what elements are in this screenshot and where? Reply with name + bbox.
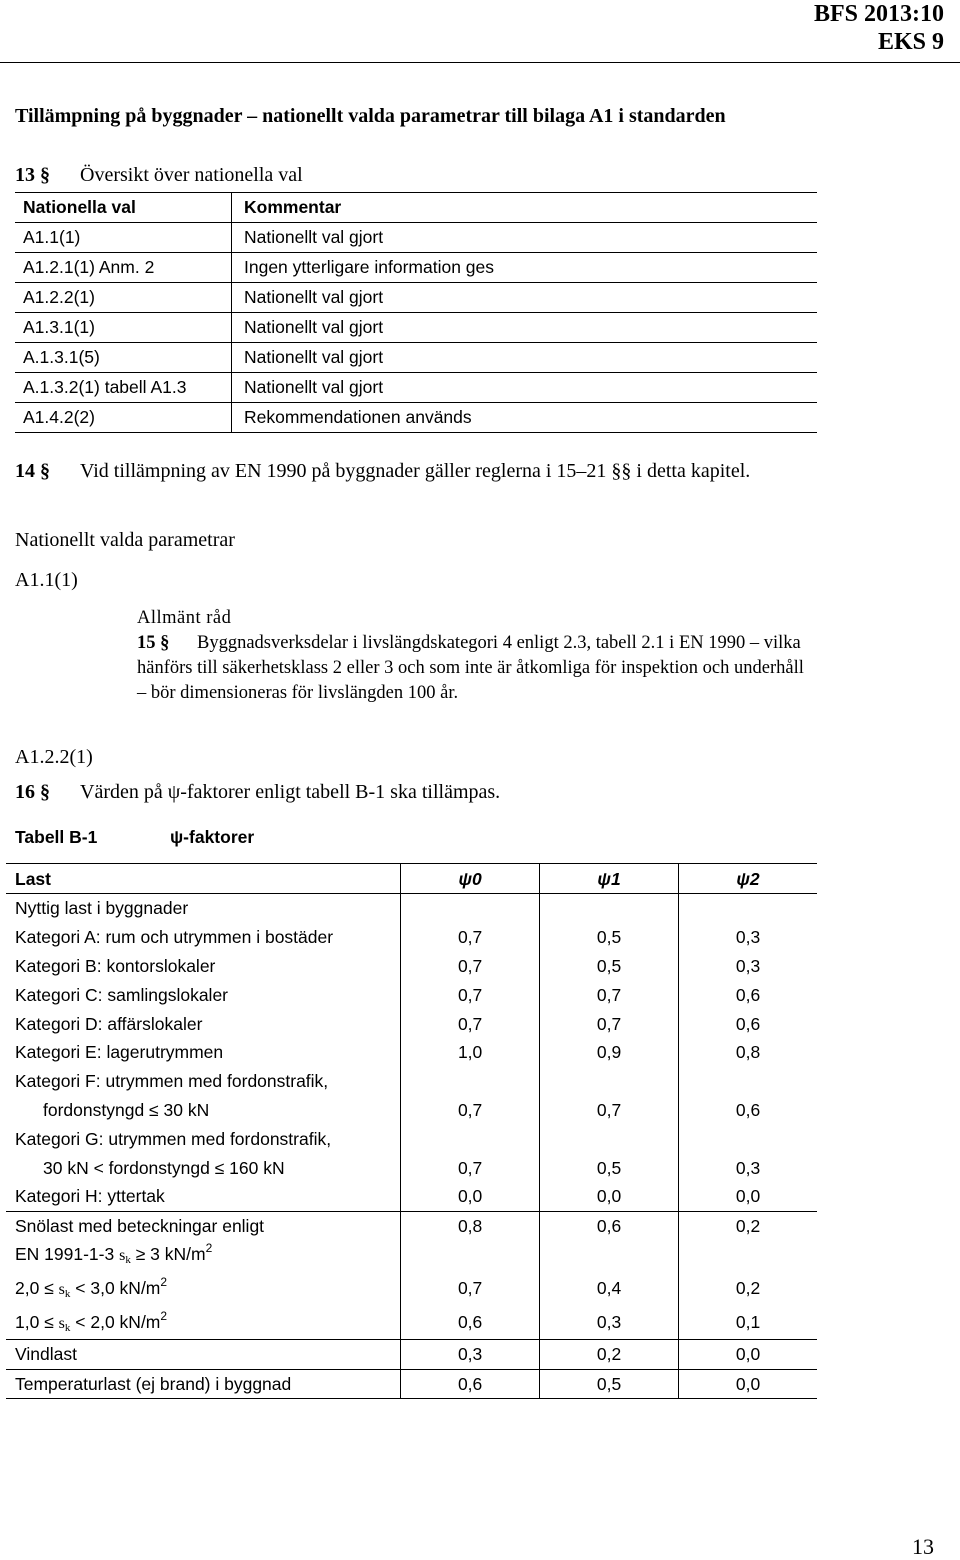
overview-table bbox=[15, 192, 817, 433]
load-label: Vindlast bbox=[6, 1339, 401, 1369]
paragraph-number: 16 § bbox=[15, 781, 50, 803]
psi0-value: 0,7 bbox=[401, 952, 540, 981]
psi2-value: 0,6 bbox=[735, 1013, 761, 1034]
header-doc-series: EKS 9 bbox=[877, 29, 944, 55]
overview-cell-comment: Nationellt val gjort bbox=[232, 373, 818, 403]
psi2-value: 0,0 bbox=[735, 1186, 761, 1207]
table-row bbox=[6, 1096, 817, 1125]
overview-cell-ref: A.1.3.2(1) tabell A1.3 bbox=[15, 373, 232, 403]
overview-cell-ref: A1.3.1(1) bbox=[15, 313, 232, 343]
load-label: Kategori F: utrymmen med fordonstrafik, bbox=[6, 1067, 401, 1096]
paragraph-14 bbox=[15, 458, 775, 484]
paragraph-number: 14 § bbox=[15, 460, 50, 482]
psi2-value: 0,2 bbox=[679, 1211, 817, 1271]
psi1-value: 0,5 bbox=[540, 952, 679, 981]
psi0-value: 0,7 bbox=[401, 1009, 540, 1038]
psi0-value: 0,0 bbox=[401, 1182, 540, 1211]
psi2-value bbox=[679, 894, 817, 923]
overview-cell-ref: A1.4.2(2) bbox=[15, 403, 232, 433]
psi1-value: 0,5 bbox=[540, 1369, 679, 1399]
overview-cell-ref: A1.1(1) bbox=[15, 223, 232, 253]
table-row bbox=[6, 1038, 817, 1067]
document-header bbox=[814, 0, 944, 56]
overview-cell-ref: A.1.3.1(5) bbox=[15, 343, 232, 373]
load-label: Kategori D: affärslokaler bbox=[6, 1009, 401, 1038]
paragraph-number: 15 § bbox=[137, 633, 170, 653]
overview-cell-comment: Ingen ytterligare information ges bbox=[232, 253, 818, 283]
table-row bbox=[6, 1305, 817, 1340]
paragraph-16 bbox=[15, 779, 500, 805]
paragraph-text: Översikt över nationella val bbox=[80, 164, 303, 186]
psi1-value: 0,5 bbox=[540, 923, 679, 952]
overview-header-comment: Kommentar bbox=[232, 193, 818, 223]
load-label: Kategori G: utrymmen med fordonstrafik, bbox=[6, 1124, 401, 1153]
psi1-value: 0,2 bbox=[540, 1339, 679, 1369]
header-doc-id: BFS 2013:10 bbox=[813, 1, 944, 27]
header-rule bbox=[0, 62, 960, 63]
snow-load-line2: EN 1991-1-3 $s_k \ge 3$ $kN/m^2$ bbox=[15, 1240, 213, 1266]
psi0-value: 0,3 bbox=[401, 1339, 540, 1369]
psi0-value: 0,6 bbox=[401, 1305, 540, 1340]
psi2-value: 0,1 bbox=[735, 1311, 761, 1332]
psi1-value: 0,6 bbox=[540, 1211, 679, 1271]
overview-cell-comment: Rekommendationen används bbox=[232, 403, 818, 433]
table-row bbox=[15, 403, 817, 433]
overview-cell-ref: A1.2.1(1) Anm. 2 bbox=[15, 253, 232, 283]
overview-header-row bbox=[15, 193, 817, 223]
paragraph-number: 13 § bbox=[15, 164, 50, 186]
load-label: Kategori B: kontorslokaler bbox=[6, 952, 401, 981]
overview-cell-comment: Nationellt val gjort bbox=[232, 223, 818, 253]
psi1-value: 0,9 bbox=[540, 1038, 679, 1067]
psi0-value: 0,7 bbox=[401, 1153, 540, 1182]
load-label: Kategori C: samlingslokaler bbox=[6, 980, 401, 1009]
psi1-value bbox=[540, 1124, 679, 1153]
paragraph-text: Värden på ψ-faktorer enligt tabell B-1 ska tillämpas. bbox=[80, 781, 501, 803]
subheading-national-parameters: Nationellt valda parametrar bbox=[15, 529, 235, 551]
table-row bbox=[6, 980, 817, 1009]
psi1-value: 0,3 bbox=[540, 1305, 679, 1340]
table-row bbox=[15, 223, 817, 253]
table-caption bbox=[15, 824, 254, 850]
table-row bbox=[6, 1182, 817, 1211]
psi0-value: 1,0 bbox=[401, 1038, 540, 1067]
table-row bbox=[15, 283, 817, 313]
header-psi0: ψ0 bbox=[401, 864, 540, 894]
overview-header-national-choice: Nationella val bbox=[15, 193, 232, 223]
snow-load-line1: Snölast med beteckningar enligt bbox=[15, 1215, 265, 1236]
psi1-value: 0,4 bbox=[540, 1271, 679, 1305]
paragraph-13 bbox=[15, 162, 303, 188]
psi2-value: 0,2 bbox=[735, 1277, 761, 1298]
table-row bbox=[15, 373, 817, 403]
psi2-value: 0,3 bbox=[735, 955, 761, 976]
table-row bbox=[6, 1009, 817, 1038]
page-number: 13 bbox=[912, 1534, 934, 1559]
load-label: fordonstyngd ≤ 30 kN bbox=[6, 1096, 401, 1125]
psi0-value: 0,7 bbox=[401, 923, 540, 952]
table-title: ψ-faktorer bbox=[170, 827, 255, 847]
general-advice-label: Allmänt råd bbox=[137, 608, 232, 628]
psi1-value bbox=[540, 1067, 679, 1096]
psi1-value: 0,7 bbox=[540, 1096, 679, 1125]
table-row bbox=[15, 253, 817, 283]
table-row bbox=[6, 1271, 817, 1305]
psi-header-row bbox=[6, 864, 817, 894]
overview-cell-comment: Nationellt val gjort bbox=[232, 313, 818, 343]
psi1-value: 0,0 bbox=[540, 1182, 679, 1211]
load-label: Nyttig last i byggnader bbox=[6, 894, 401, 923]
overview-cell-comment: Nationellt val gjort bbox=[232, 343, 818, 373]
table-row bbox=[6, 894, 817, 923]
reference-a1-1-1: A1.1(1) bbox=[15, 569, 78, 591]
load-label: Kategori A: rum och utrymmen i bostäder bbox=[6, 923, 401, 952]
load-label: Kategori E: lagerutrymmen bbox=[6, 1038, 401, 1067]
psi0-value: 0,7 bbox=[401, 980, 540, 1009]
table-row bbox=[6, 1124, 817, 1153]
psi2-value: 0,6 bbox=[735, 984, 761, 1005]
psi0-value bbox=[401, 1124, 540, 1153]
psi2-value: 0,3 bbox=[735, 927, 761, 948]
load-label: $1,0 \le s_k < 2,0$ $kN/m^2$ bbox=[6, 1305, 401, 1340]
psi2-value bbox=[679, 1067, 817, 1096]
table-row bbox=[6, 1067, 817, 1096]
table-row bbox=[6, 1211, 817, 1271]
table-row bbox=[6, 923, 817, 952]
load-label bbox=[6, 1211, 401, 1271]
table-row bbox=[6, 952, 817, 981]
psi2-value: 0,6 bbox=[735, 1099, 761, 1120]
table-row bbox=[15, 343, 817, 373]
general-advice-block bbox=[137, 606, 817, 706]
psi0-value: 0,7 bbox=[401, 1271, 540, 1305]
psi0-value bbox=[401, 1067, 540, 1096]
psi0-value bbox=[401, 894, 540, 923]
psi2-value: 0,0 bbox=[679, 1339, 817, 1369]
reference-a1-2-2-1: A1.2.2(1) bbox=[15, 746, 93, 768]
table-row bbox=[6, 1153, 817, 1182]
psi2-value: 0,3 bbox=[735, 1157, 761, 1178]
psi1-value bbox=[540, 894, 679, 923]
load-label: Temperaturlast (ej brand) i byggnad bbox=[6, 1369, 401, 1399]
table-row bbox=[15, 313, 817, 343]
psi2-value: 0,0 bbox=[679, 1369, 817, 1399]
paragraph-text: Vid tillämpning av EN 1990 på byggnader gäller reglerna i 15–21 §§ i detta kapitel. bbox=[80, 460, 751, 482]
psi0-value: 0,7 bbox=[401, 1096, 540, 1125]
load-label: 30 kN < fordonstyngd ≤ 160 kN bbox=[6, 1153, 401, 1182]
table-row bbox=[6, 1339, 817, 1369]
psi1-value: 0,7 bbox=[540, 1009, 679, 1038]
header-load: Last bbox=[6, 864, 401, 894]
paragraph-15 bbox=[137, 631, 817, 706]
paragraph-text: Byggnadsverksdelar i livslängdskategori 4 enligt 2.3, tabell 2.1 i EN 1990 – vilka hänförs till säkerhetsklass 2 eller 3 och som inte är åtkomliga för inspektion och underhåll – bör dimensioneras för livslängden 100 år. bbox=[137, 633, 804, 703]
psi2-value bbox=[679, 1124, 817, 1153]
section-title: Tillämpning på byggnader – nationellt valda parametrar till bilaga A1 i standarden bbox=[15, 105, 726, 127]
overview-cell-comment: Nationellt val gjort bbox=[232, 283, 818, 313]
overview-cell-ref: A1.2.2(1) bbox=[15, 283, 232, 313]
psi1-value: 0,7 bbox=[540, 980, 679, 1009]
table-label: Tabell B-1 bbox=[15, 827, 98, 847]
psi-factor-table bbox=[6, 863, 817, 1399]
header-psi2: ψ2 bbox=[679, 864, 817, 894]
header-psi1: ψ1 bbox=[540, 864, 679, 894]
load-label: Kategori H: yttertak bbox=[6, 1182, 401, 1211]
psi2-value: 0,8 bbox=[735, 1042, 761, 1063]
psi0-value: 0,6 bbox=[401, 1369, 540, 1399]
load-label: $2,0 \le s_k < 3,0$ $kN/m^2$ bbox=[6, 1271, 401, 1305]
psi0-value: 0,8 bbox=[401, 1211, 540, 1271]
psi1-value: 0,5 bbox=[540, 1153, 679, 1182]
table-row bbox=[6, 1369, 817, 1399]
